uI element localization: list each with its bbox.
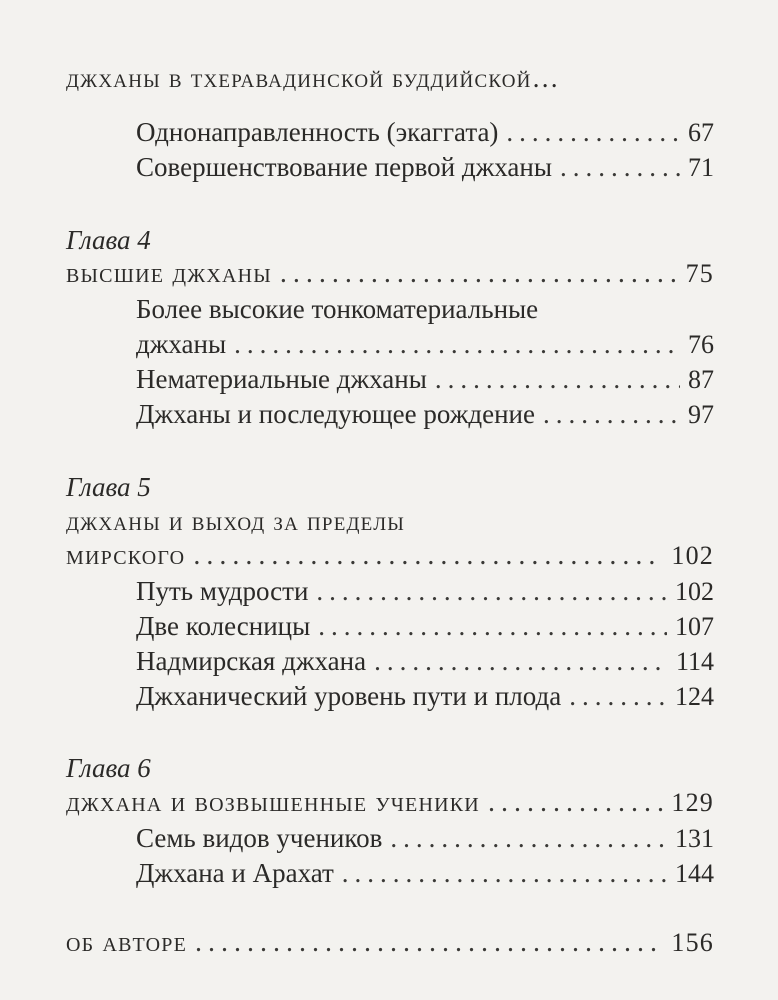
- toc-entry-page: 71: [688, 153, 714, 182]
- about-author-title: об авторе: [66, 927, 187, 958]
- about-author-page: 156: [671, 928, 714, 957]
- leader-dots: [234, 328, 680, 360]
- toc-entry-page: 67: [688, 118, 714, 147]
- toc-entry[interactable]: [136, 328, 714, 361]
- chapter-title-entry[interactable]: [66, 787, 714, 819]
- toc-entry-title-cont: джханы: [136, 329, 227, 359]
- toc-entry-page: 76: [688, 330, 714, 359]
- chapter-label: Глава 5: [66, 472, 151, 502]
- chapter-title-cont: мирского: [66, 540, 186, 571]
- toc-entry[interactable]: [136, 363, 714, 396]
- chapter-page: 129: [671, 788, 714, 817]
- toc-entry-page: 107: [675, 612, 714, 641]
- leader-dots: [316, 575, 667, 607]
- toc-entry[interactable]: [136, 575, 714, 608]
- toc-entry[interactable]: [136, 822, 714, 855]
- chapter-label: Глава 4: [66, 225, 151, 255]
- chapter-title[interactable]: джханы и выход за пределы: [66, 506, 406, 536]
- leader-dots: [374, 645, 668, 677]
- toc-entry-title: Две колесницы: [136, 611, 311, 641]
- toc-entry-title: Джханы и последующее рождение: [136, 399, 535, 429]
- toc-entry[interactable]: [136, 398, 714, 431]
- toc-entry-title: Однонаправленность (экаггата): [136, 117, 499, 147]
- toc-entry-title: Нематериальные джханы: [136, 364, 427, 394]
- chapter-title: джхана и возвышенные ученики: [66, 787, 480, 818]
- toc-entry-title: Путь мудрости: [136, 576, 309, 606]
- toc-entry-page: 87: [688, 365, 714, 394]
- toc-entry[interactable]: [136, 610, 714, 643]
- about-author-entry[interactable]: [66, 927, 714, 959]
- leader-dots: [342, 857, 667, 889]
- leader-dots: [569, 680, 667, 712]
- chapter-label: Глава 6: [66, 753, 151, 783]
- leader-dots: [560, 151, 680, 183]
- leader-dots: [506, 116, 680, 148]
- leader-dots: [488, 787, 663, 819]
- toc-entry-title[interactable]: Более высокие тонкоматериальные: [136, 294, 539, 324]
- chapter-page: 102: [671, 541, 714, 570]
- leader-dots: [193, 540, 663, 572]
- leader-dots: [318, 610, 667, 642]
- toc-entry-page: 114: [675, 647, 714, 676]
- chapter-title: высшие джханы: [66, 258, 272, 289]
- toc-entry[interactable]: [136, 680, 714, 713]
- toc-entry-title: Надмирская джхана: [136, 646, 367, 676]
- leader-dots: [543, 398, 680, 430]
- toc-entry[interactable]: [136, 857, 714, 890]
- toc-entry-title: Семь видов учеников: [136, 823, 383, 853]
- toc-entry[interactable]: [136, 645, 714, 678]
- running-header: джханы в тхеравадинской буддийской…: [66, 63, 560, 93]
- toc-entry-title: Джханический уровень пути и плода: [136, 681, 562, 711]
- chapter-page: 75: [685, 259, 714, 288]
- leader-dots: [195, 927, 663, 959]
- leader-dots: [390, 822, 667, 854]
- toc-entry-page: 102: [675, 577, 714, 606]
- leader-dots: [280, 258, 678, 290]
- toc-entry-page: 124: [675, 682, 714, 711]
- toc-entry-title: Джхана и Арахат: [136, 858, 334, 888]
- chapter-title-entry[interactable]: [66, 258, 714, 290]
- toc-entry-page: 131: [675, 824, 714, 853]
- toc-entry-page: 97: [688, 400, 714, 429]
- toc-entry[interactable]: [136, 116, 714, 149]
- toc-entry-title: Совершенствование первой джханы: [136, 152, 552, 182]
- leader-dots: [435, 363, 680, 395]
- toc-entry-page: 144: [675, 859, 714, 888]
- toc-entry[interactable]: [136, 151, 714, 184]
- chapter-title-entry[interactable]: [66, 540, 714, 572]
